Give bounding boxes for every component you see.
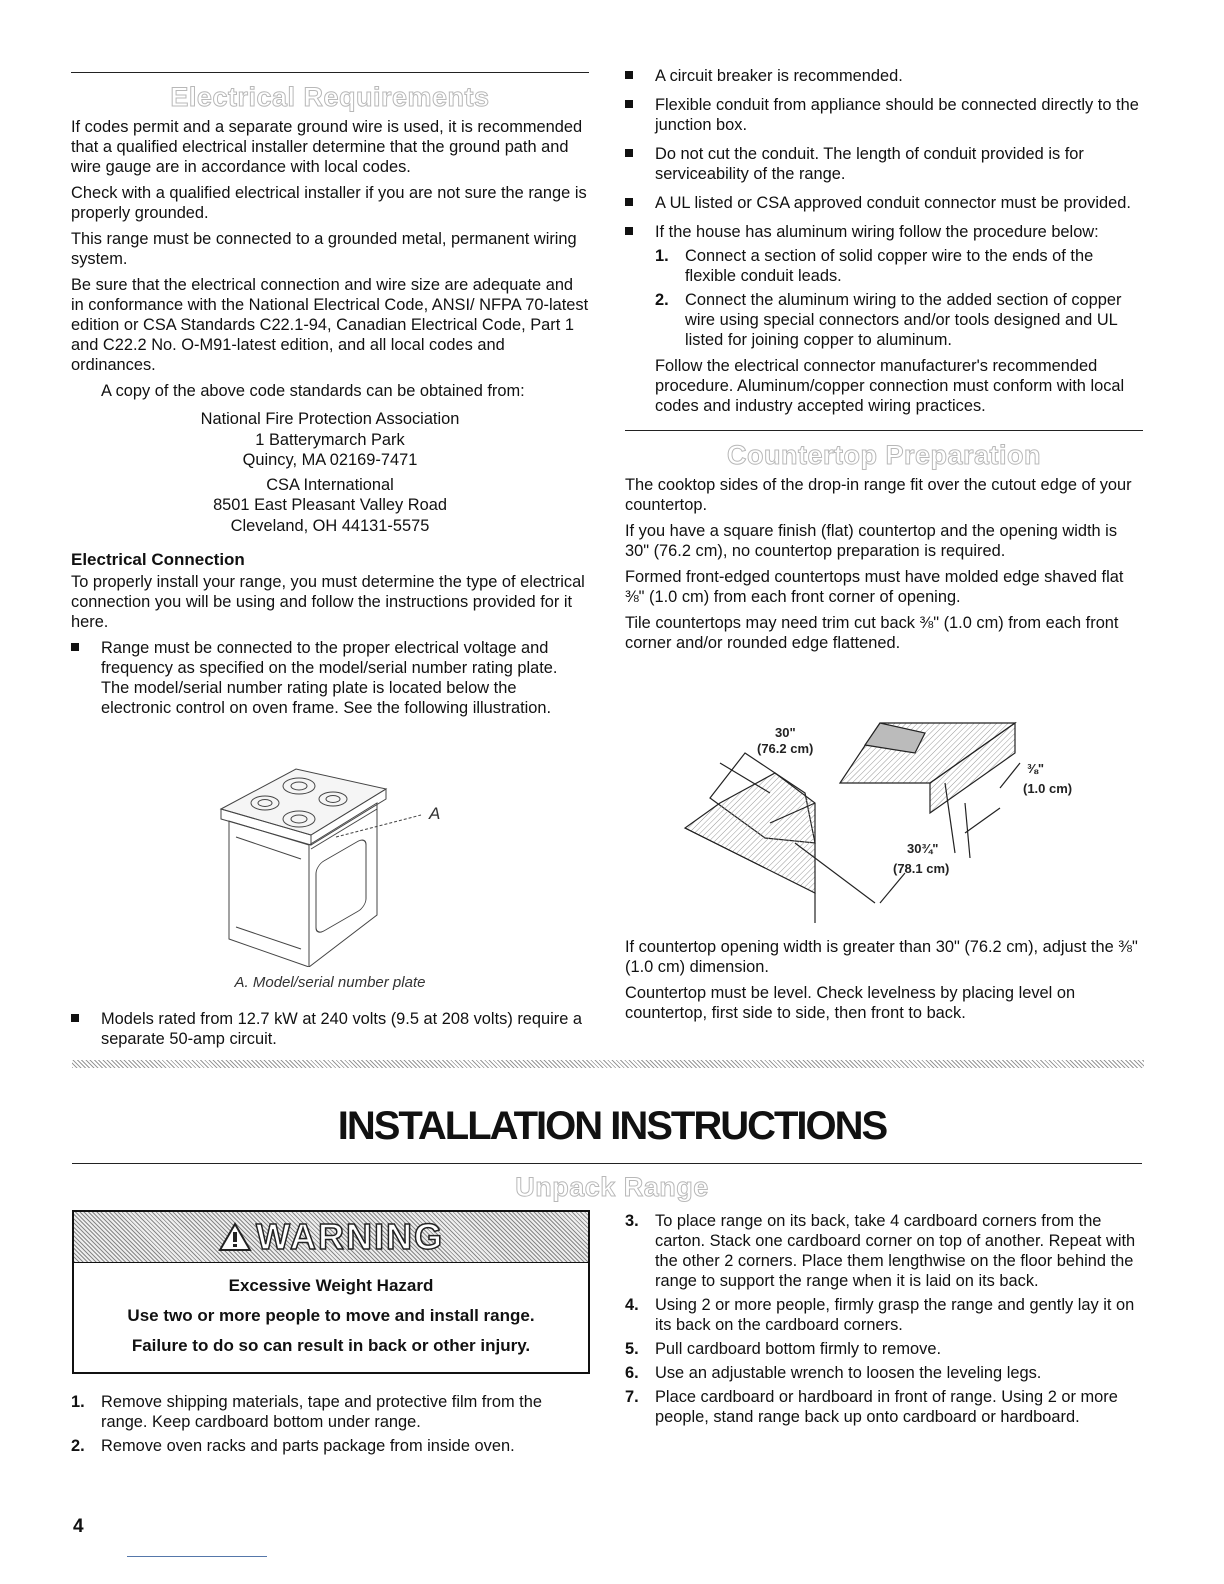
dimension-label: (76.2 cm) [757, 741, 814, 756]
section-rule [72, 1163, 1142, 1164]
page-number: 4 [73, 1516, 84, 1537]
electrical-bullets-column [625, 66, 1143, 1029]
section-rule [71, 72, 589, 73]
list-item: 6. Use an adjustable wrench to loosen the leveling legs. [625, 1364, 1042, 1382]
warning-banner [74, 1212, 588, 1263]
list-item: 1. Remove shipping materials, tape and protective film from the range. Keep cardboard bottom under range. [71, 1393, 542, 1431]
paragraph: The cooktop sides of the drop-in range fit over the cutout edge of your countertop. [625, 476, 1132, 514]
list-item: 1. Connect a section of solid copper wire to the ends of the flexible conduit leads. [655, 247, 1094, 285]
paragraph: Formed front-edged countertops must have molded edge shaved flat ⅜" (1.0 cm) from each front corner of opening. [625, 568, 1124, 606]
list-item: Do not cut the conduit. The length of conduit provided is for serviceability of the range. [625, 144, 1143, 184]
paragraph: If you have a square finish (flat) countertop and the opening width is 30" (76.2 cm), no countertop preparation is required. [625, 522, 1118, 560]
address-line: 1 Batterymarch Park [255, 430, 405, 449]
address-line: National Fire Protection Association [200, 410, 460, 428]
figure-label: A [429, 804, 441, 823]
warning-body [74, 1263, 588, 1359]
bullet-list [71, 1009, 589, 1049]
list-item: A UL listed or CSA approved conduit connector must be provided. [625, 193, 1143, 213]
footer-line [127, 1556, 267, 1557]
paragraph: This range must be connected to a grounded metal, permanent wiring system. [71, 230, 577, 268]
step-list [71, 1392, 589, 1456]
dimension-label: 30" [775, 725, 796, 740]
dimension-label: 30¾" [907, 841, 939, 856]
unpack-steps-left [71, 1392, 589, 1462]
address-line: 8501 East Pleasant Valley Road [213, 496, 447, 514]
list-item: A circuit breaker is recommended. [625, 66, 1143, 86]
warning-line: Use two or more people to move and install range. [127, 1306, 535, 1325]
section-title-electrical: Electrical Requirements [170, 82, 490, 112]
address-nfpa [71, 409, 589, 471]
address-line: Quincy, MA 02169-7471 [242, 451, 418, 469]
warning-triangle-icon [218, 1222, 252, 1252]
copy-note: A copy of the above code standards can be obtained from: [101, 382, 525, 400]
list-item: 7. Place cardboard or hardboard in front of range. Using 2 or more people, stand range back up onto cardboard or hardboard. [625, 1388, 1118, 1426]
countertop-diagram [625, 693, 1143, 933]
warning-line: Failure to do so can result in back or other injury. [131, 1336, 531, 1355]
list-item: Range must be connected to the proper electrical voltage and frequency as specified on the model/serial number rating plate. The model/serial number rating plate is located below the electronic control on oven frame. See the following illustration. [71, 638, 589, 718]
section-divider [72, 1060, 1144, 1068]
warning-hazard: Excessive Weight Hazard [228, 1276, 434, 1295]
paragraph: Tile countertops may need trim cut back ⅜" (1.0 cm) from each front corner and/or rounded edge flattened. [625, 614, 1119, 652]
address-csa [71, 475, 589, 537]
list-item: If the house has aluminum wiring follow the procedure below: [625, 222, 1143, 242]
section-rule [625, 430, 1143, 431]
list-item: 4. Using 2 or more people, firmly grasp the range and gently lay it on its back on the cardboard corners. [625, 1296, 1135, 1334]
list-item: Flexible conduit from appliance should be connected directly to the junction box. [625, 95, 1143, 135]
paragraph: To properly install your range, you must determine the type of electrical connection you will be using and follow the instructions provided for it here. [71, 573, 585, 631]
address-line: Cleveland, OH 44131-5575 [230, 516, 430, 535]
figure-caption: A. Model/serial number plate [234, 974, 426, 991]
list-item: Models rated from 12.7 kW at 240 volts (9.5 at 208 volts) require a separate 50-amp circuit. [71, 1009, 589, 1049]
warning-word: WARNING [256, 1216, 444, 1257]
list-item: 5. Pull cardboard bottom firmly to remove. [625, 1340, 942, 1358]
paragraph: Countertop must be level. Check levelness by placing level on countertop, first side to side, then front to back. [625, 984, 1076, 1022]
dimension-label: (78.1 cm) [893, 861, 950, 876]
range-illustration [71, 727, 589, 967]
bullet-list [71, 638, 589, 718]
dimension-label: (1.0 cm) [1023, 781, 1073, 796]
paragraph: Check with a qualified electrical installer if you are not sure the range is properly grounded. [71, 184, 587, 222]
step-list [625, 1211, 1143, 1427]
paragraph: If countertop opening width is greater than 30" (76.2 cm), adjust the ⅜" (1.0 cm) dimension. [625, 938, 1138, 976]
paragraph: Be sure that the electrical connection and wire size are adequate and in conformance with the National Electrical Code, ANSI/ NFPA 70-latest edition or CSA Standards C22.1-94, Canadian Electrical Code, Part 1 and C22.2 No. O-M91-latest edition, and all local codes and ordinances. [71, 276, 589, 374]
follow-note: Follow the electrical connector manufacturer's recommended procedure. Aluminum/copper connection must conform with local codes and industry accepted wiring practices. [655, 357, 1125, 415]
page-title: INSTALLATION INSTRUCTIONS [337, 1104, 887, 1148]
aluminum-steps [625, 246, 1143, 350]
list-item: 3. To place range on its back, take 4 cardboard corners from the carton. Stack one cardboard corner on top of another. Repeat with the other 2 corners. Place them lengthwise on the floor behind the range to support the range when it is laid on its back. [625, 1212, 1136, 1290]
warning-box [72, 1210, 590, 1374]
electrical-requirements-section [71, 72, 589, 1058]
list-item: 2. Remove oven racks and parts package from inside oven. [71, 1437, 515, 1455]
address-line: CSA International [266, 475, 394, 494]
unpack-steps-right [625, 1211, 1143, 1433]
section-title-countertop: Countertop Preparation [726, 440, 1041, 470]
list-item: 2. Connect the aluminum wiring to the added section of copper wire using special connectors and/or tools designed and UL listed for joining copper to aluminum. [655, 291, 1122, 349]
electrical-connection-heading: Electrical Connection [71, 550, 245, 569]
paragraph: If codes permit and a separate ground wire is used, it is recommended that a qualified electrical installer determine that the ground path and wire gauge are in accordance with local codes. [71, 118, 583, 176]
section-title-unpack: Unpack Range [515, 1172, 709, 1202]
bullet-list [625, 66, 1143, 242]
dimension-label: ⅜" [1027, 761, 1045, 776]
